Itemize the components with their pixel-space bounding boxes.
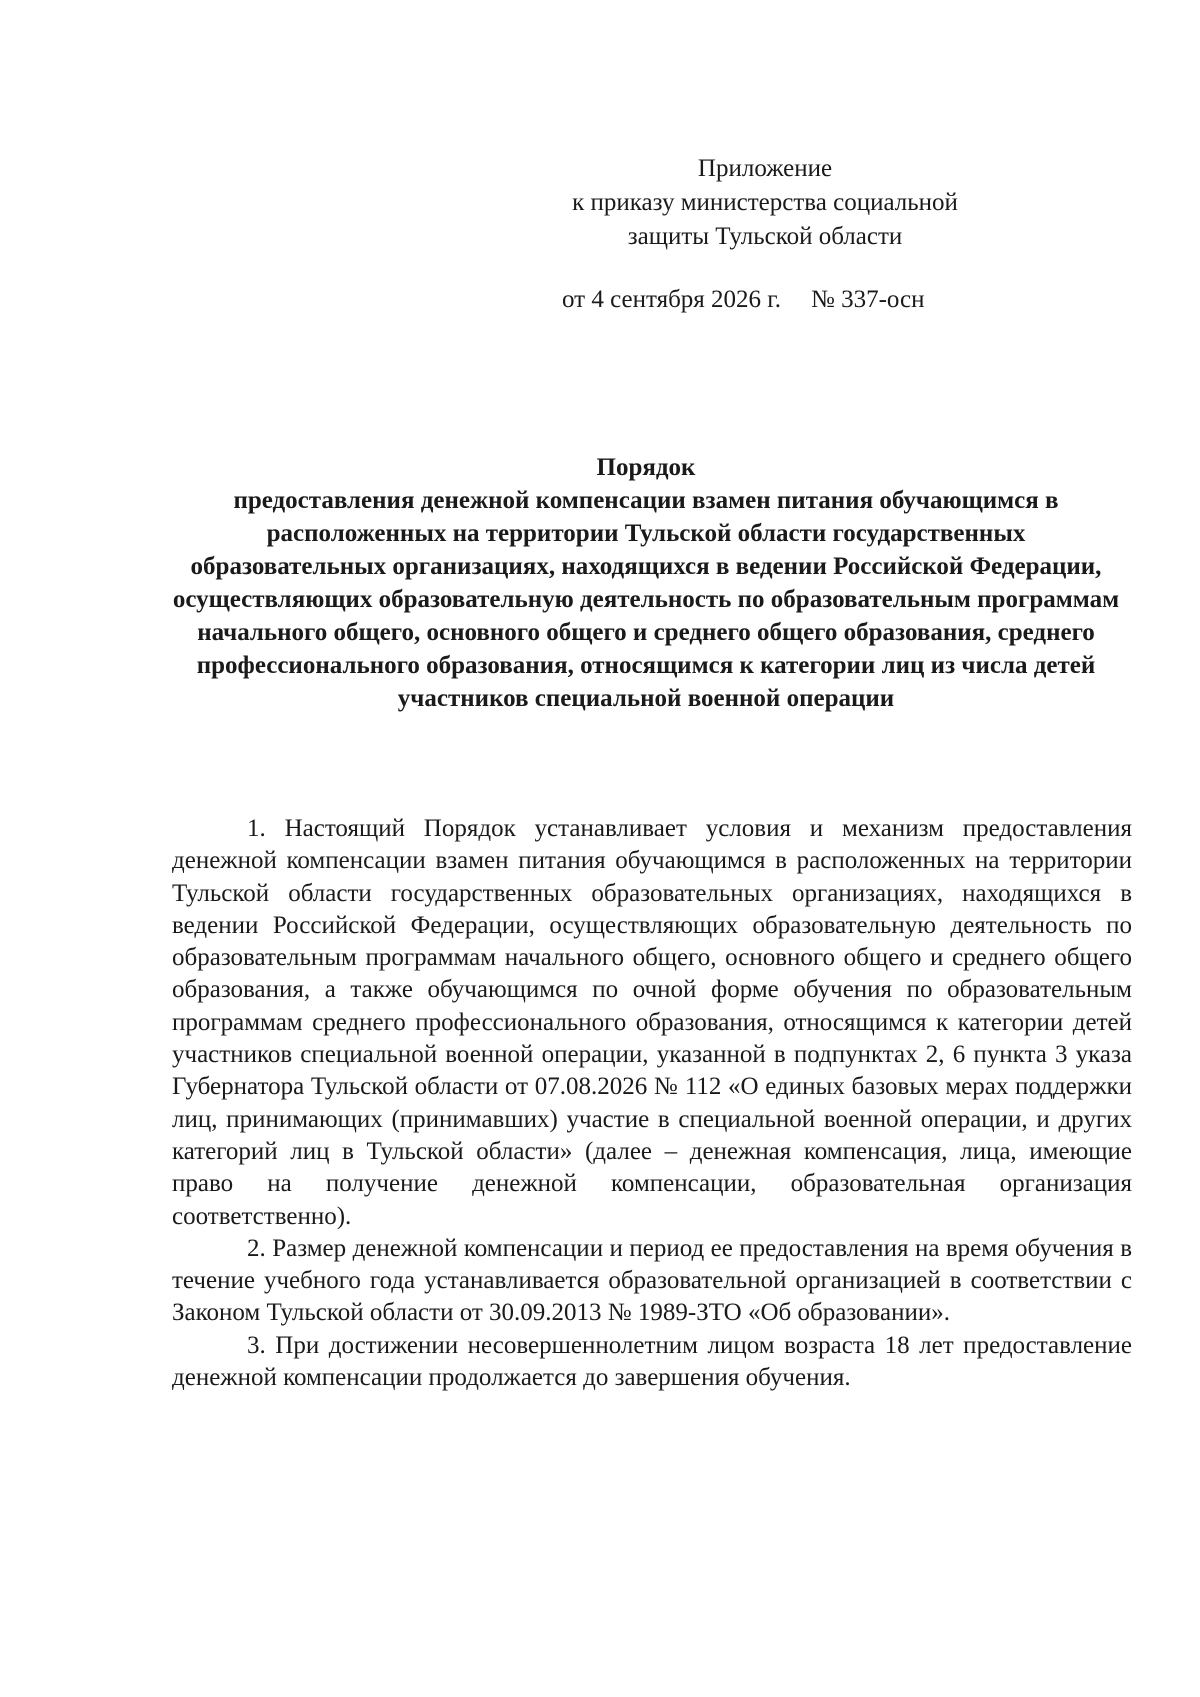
- document-body: [172, 813, 1132, 1394]
- appendix-label: Приложение: [697, 155, 833, 182]
- paragraph-text: При достижении несовершеннолетним лицом возраста 18 лет предоставление денежной компенсации продолжается до завершения обучения.: [172, 1331, 1132, 1392]
- paragraph-number: 3.: [247, 1331, 266, 1359]
- paragraph-number: 1.: [247, 815, 266, 842]
- document-title: [160, 451, 1132, 715]
- order-number: № 337-осн: [810, 286, 925, 313]
- appendix-header: [545, 152, 985, 254]
- order-date: от 4 сентября 2026 г.: [562, 286, 781, 313]
- title-subtitle: предоставления денежной компенсации взамен питания обучающимся в расположенных на территории Тульской области государственных образовательных организациях, находящихся в ведении Российской Федерации, осуществляющих образовательную деятельность по образовательным программам начального общего, основного общего и среднего общего образования, среднего профессионального образования, относящимся к категории лиц из числа детей участников специальной военной операции: [172, 487, 1120, 712]
- paragraph-text: Размер денежной компенсации и период ее предоставления на время обучения в течение учебного года устанавливается образовательной организацией в соответствии с Законом Тульской области от 30.09.2013 № 1989-ЗТО «Об образовании».: [172, 1234, 1132, 1327]
- paragraph-2: [172, 1233, 1132, 1330]
- paragraph-number: 2.: [247, 1234, 266, 1262]
- paragraph-1: [172, 813, 1132, 1233]
- paragraph-3: [172, 1330, 1132, 1395]
- paragraph-text: Настоящий Порядок устанавливает условия и механизм предоставления денежной компенсации взамен питания обучающимся в расположенных на территории Тульской области государственных образовательных организациях, находящихся в ведении Российской Федерации, осуществляющих образовательную деятельность по образовательным программам начального общего, основного общего и среднего общего образования, а также обучающимся по очной форме обучения по образовательным программам среднего профессионального образования, относящимся к категории детей участников специальной военной операции, указанной в подпунктах 2, 6 пункта 3 указа Губернатора Тульской области от 07.08.2026 № 112 «О единых базовых мерах поддержки лиц, принимающих (принимавших) участие в специальной военной операции, и других категорий лиц в Тульской области» (далее – денежная компенсация, лица, имеющие право на получение денежной компенсации, образовательная организация соответственно).: [172, 815, 1133, 1230]
- appendix-order-reference: к приказу министерства социальной: [572, 189, 958, 216]
- order-reference: [562, 283, 925, 317]
- title-heading: Порядок: [596, 454, 696, 481]
- appendix-ministry: защиты Тульской области: [627, 223, 903, 250]
